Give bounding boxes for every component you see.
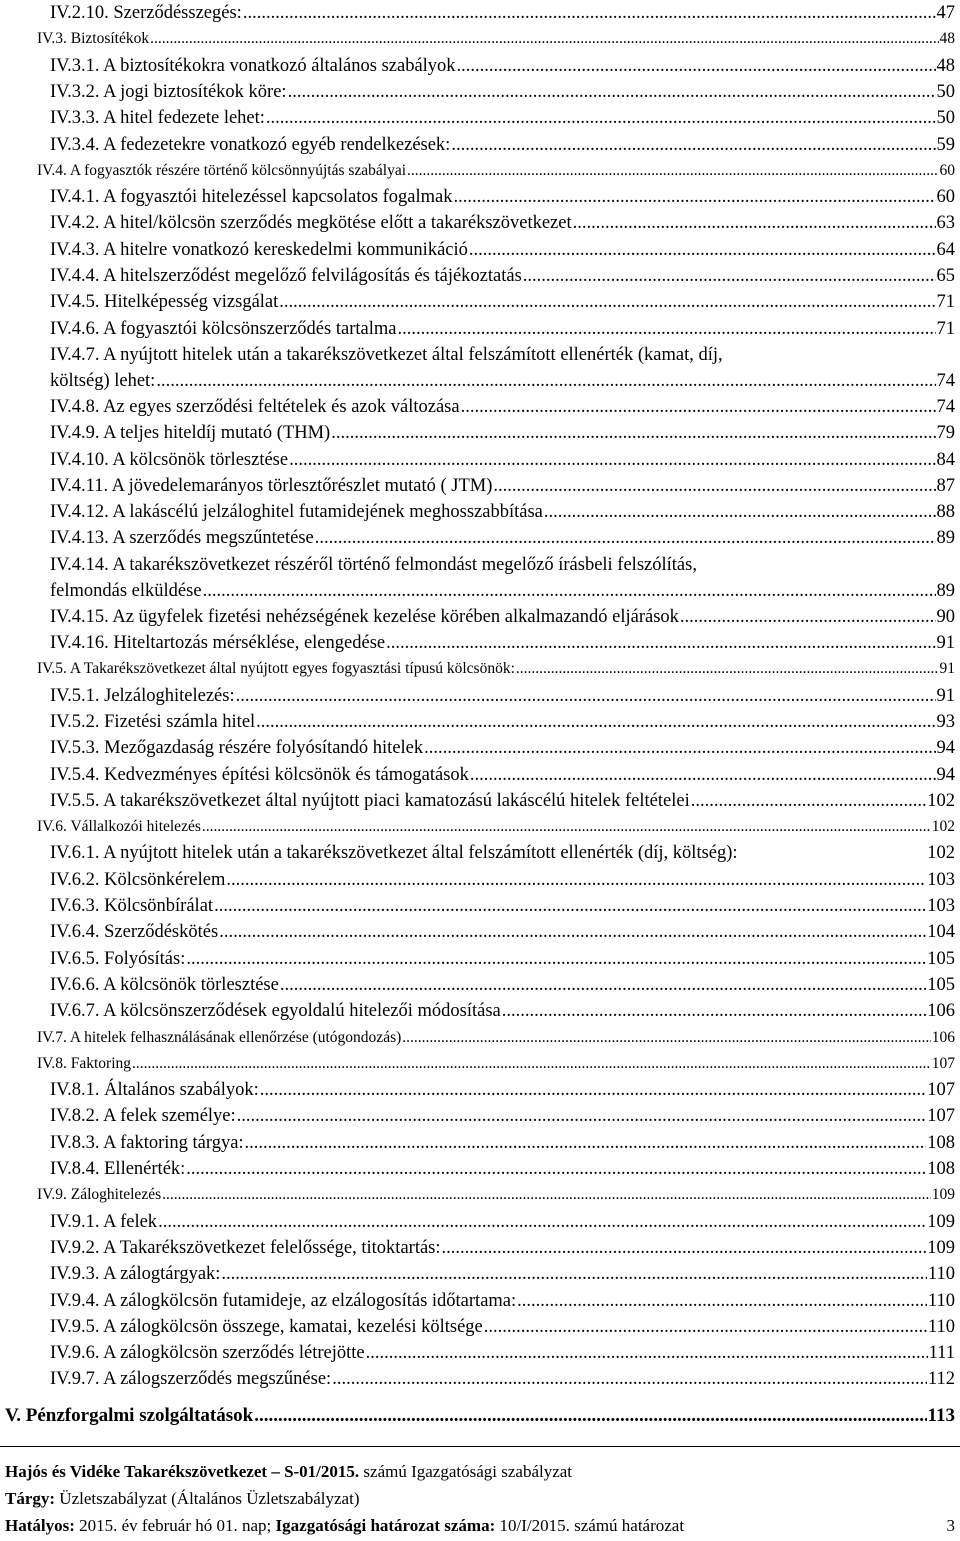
toc-page-number: 108 — [927, 1159, 955, 1179]
toc-page-number: 110 — [927, 1316, 955, 1337]
toc-entry-line — [50, 972, 955, 998]
toc-entry-line — [37, 1182, 955, 1208]
dot-leader — [516, 656, 939, 682]
dot-leader — [150, 26, 938, 52]
dot-leader — [280, 972, 926, 998]
toc-entry[interactable] — [0, 1235, 955, 1261]
toc-entry-line — [50, 79, 955, 105]
toc-entry-line — [50, 420, 955, 446]
toc-entry-title: IV.9. Záloghitelezés — [37, 1186, 162, 1204]
toc-entry[interactable] — [0, 946, 955, 972]
toc-entry[interactable] — [0, 656, 955, 682]
toc-entry-line — [50, 184, 955, 210]
toc-entry-line — [37, 814, 955, 840]
toc-page-number: 79 — [936, 423, 955, 444]
toc-page-number: 107 — [927, 1106, 955, 1127]
footer-subject-label: Tárgy: — [5, 1489, 56, 1508]
dot-leader — [461, 394, 936, 420]
toc-entry-line — [50, 735, 955, 761]
toc-entry[interactable] — [0, 263, 955, 289]
toc-entry[interactable] — [0, 525, 955, 551]
toc-entry-line — [50, 342, 955, 368]
toc-entry-line — [50, 1288, 955, 1314]
dot-leader — [289, 447, 935, 473]
toc-entry-line — [50, 1261, 955, 1287]
dot-leader — [132, 1051, 931, 1077]
toc-page-number: 89 — [936, 580, 955, 601]
toc-page-number: 60 — [939, 161, 955, 179]
dot-leader — [186, 946, 926, 972]
toc-page-number: 109 — [931, 1186, 955, 1204]
toc-entry-title: IV.7. A hitelek felhasználásának ellenőrzése (utógondozás) — [37, 1028, 402, 1046]
toc-entry-line — [50, 1077, 955, 1103]
toc-entry-title: IV.4. A fogyasztók részére történő kölcsönnyújtás szabályai — [37, 161, 407, 179]
toc-entry[interactable] — [0, 1288, 955, 1314]
dot-leader — [256, 709, 935, 735]
toc-page-number: 74 — [936, 396, 955, 417]
toc-page-number: 94 — [936, 764, 955, 785]
toc-entry-line — [50, 0, 955, 26]
toc-entry[interactable] — [0, 998, 955, 1024]
toc-entry-line — [50, 788, 955, 814]
toc-entry[interactable] — [0, 499, 955, 525]
footer-decision-label: Igazgatósági határozat száma: — [275, 1516, 496, 1535]
toc-entry[interactable] — [0, 105, 955, 131]
toc-entry-title: IV.3.3. A hitel fedezete lehet: — [50, 108, 265, 129]
dot-leader — [245, 1130, 927, 1156]
toc-page-number: 102 — [927, 790, 955, 811]
dot-leader — [226, 867, 926, 893]
toc-page-number: 91 — [939, 660, 955, 678]
dot-leader — [470, 762, 936, 788]
toc-entry-title: IV.3.4. A fedezetekre vonatkozó egyéb rendelkezések: — [50, 134, 451, 155]
toc-entry-title: IV.6.5. Folyósítás: — [50, 948, 186, 969]
footer-line-2 — [5, 1485, 955, 1512]
toc-entry[interactable] — [0, 630, 955, 656]
toc-page-number: 94 — [936, 738, 955, 759]
toc-entry-line — [50, 1209, 955, 1235]
toc-entry[interactable] — [0, 1209, 955, 1235]
toc-entry-line — [50, 237, 955, 263]
toc-entry[interactable] — [0, 762, 955, 788]
toc-entry-title: IV.4.15. Az ügyfelek fizetési nehézségének kezelése körében alkalmazandó eljárások — [50, 606, 679, 627]
toc-entry[interactable] — [0, 210, 955, 236]
footer-effective-label: Hatályos: — [5, 1516, 75, 1535]
toc-entry-title-continued: felmondás elküldése — [50, 580, 202, 601]
page-number: 3 — [946, 1516, 955, 1535]
toc-entry[interactable] — [0, 1025, 955, 1051]
toc-entry-line — [50, 210, 955, 236]
dot-leader — [453, 184, 935, 210]
toc-entry-line — [50, 1366, 955, 1392]
toc-page-number: 106 — [927, 1001, 955, 1022]
toc-page-number: 59 — [936, 134, 955, 155]
toc-entry[interactable] — [0, 473, 955, 499]
toc-entry-title: IV.4.11. A jövedelemarányos törlesztőrészlet mutató ( JTM) — [50, 475, 493, 496]
toc-page-number: 50 — [936, 108, 955, 129]
toc-page-number: 105 — [927, 948, 955, 969]
dot-leader — [236, 683, 936, 709]
toc-entry-title: IV.9.5. A zálogkölcsön összege, kamatai, kezelési költsége — [50, 1316, 483, 1337]
toc-entry-line — [50, 368, 955, 394]
toc-entry[interactable] — [0, 919, 955, 945]
toc-entry[interactable] — [0, 1261, 955, 1287]
toc-page-number: 107 — [927, 1080, 955, 1101]
toc-entry[interactable] — [0, 788, 955, 814]
toc-entry[interactable] — [0, 1077, 955, 1103]
toc-page-number: 105 — [927, 974, 955, 995]
toc-entry-title: IV.4.1. A fogyasztói hitelezéssel kapcsolatos fogalmak — [50, 187, 453, 208]
toc-entry[interactable] — [0, 893, 955, 919]
footer-decision-number: 10/I/2015. számú határozat — [495, 1516, 685, 1535]
toc-page-number: 109 — [927, 1211, 955, 1232]
toc-entry-title: IV.9.4. A zálogkölcsön futamideje, az elzálogosítás időtartama: — [50, 1290, 517, 1311]
toc-entry-title: IV.9.3. A zálogtárgyak: — [50, 1264, 221, 1285]
toc-page-number: 84 — [936, 449, 955, 470]
page-footer — [5, 1458, 955, 1539]
toc-entry-title: IV.6.7. A kölcsönszerződések egyoldalú hitelezői módosítása — [50, 1001, 501, 1022]
toc-entry-line — [37, 1051, 955, 1077]
toc-entry-title: IV.4.2. A hitel/kölcsön szerződés megkötése előtt a takarékszövetkezet — [50, 213, 572, 234]
toc-entry-line — [50, 447, 955, 473]
footer-regulation: számú Igazgatósági szabályzat — [359, 1462, 573, 1481]
toc-entry-title: IV.5.1. Jelzáloghitelezés: — [50, 685, 235, 706]
toc-entry-title: IV.8.3. A faktoring tárgya: — [50, 1132, 244, 1153]
toc-entry-line — [50, 1340, 955, 1366]
toc-entry-line — [50, 316, 955, 342]
toc-page-number: 113 — [927, 1404, 955, 1426]
dot-leader — [424, 735, 935, 761]
dot-leader — [402, 1025, 930, 1051]
toc-entry[interactable] — [0, 26, 955, 52]
toc-entry-title: IV.4.6. A fogyasztói kölcsönszerződés tartalma — [50, 318, 397, 339]
toc-entry-line — [50, 525, 955, 551]
toc-page-number: 110 — [927, 1290, 955, 1311]
toc-entry-title: IV.4.14. A takarékszövetkezet részéről történő felmondást megelőző írásbeli felszólítás, — [50, 554, 697, 575]
toc-entry[interactable] — [0, 1340, 955, 1366]
dot-leader — [260, 1077, 926, 1103]
toc-entry-line — [50, 132, 955, 158]
toc-entry-line — [5, 1403, 955, 1429]
toc-entry-title: IV.4.12. A lakáscélú jelzáloghitel futamidejének meghosszabbítása — [50, 502, 543, 523]
dot-leader — [162, 1182, 931, 1208]
toc-page-number: 64 — [936, 239, 955, 260]
dot-leader — [386, 630, 935, 656]
toc-entry-line — [50, 604, 955, 630]
toc-entry-title: IV.4.3. A hitelre vonatkozó kereskedelmi kommunikáció — [50, 239, 468, 260]
footer-effective-date: 2015. év február hó 01. nap; — [74, 1516, 276, 1535]
toc-page-number: 103 — [927, 896, 955, 916]
toc-entry-line — [50, 1103, 955, 1129]
dot-leader — [502, 998, 926, 1024]
toc-page-number: 108 — [927, 1132, 955, 1153]
toc-entry-title: IV.4.7. A nyújtott hitelek után a takarékszövetkezet által felszámított ellenérték (kamat, díj, — [50, 344, 723, 365]
toc-entry-title: V. Pénzforgalmi szolgáltatások — [5, 1404, 254, 1426]
dot-leader — [397, 316, 935, 342]
dot-leader — [484, 1314, 927, 1340]
toc-entry-line — [50, 473, 955, 499]
toc-entry[interactable] — [0, 420, 955, 446]
toc-entry[interactable] — [0, 552, 955, 604]
dot-leader — [469, 237, 936, 263]
toc-entry-title-continued: költség) lehet: — [50, 370, 156, 391]
toc-entry-line — [50, 499, 955, 525]
toc-entry-title: IV.6.3. Kölcsönbírálat — [50, 896, 214, 916]
toc-entry-title: IV.2.10. Szerződésszegés: — [50, 3, 242, 23]
toc-entry[interactable] — [0, 604, 955, 630]
toc-entry-line — [50, 1235, 955, 1261]
toc-entry-title: IV.5.4. Kedvezményes építési kölcsönök és támogatások — [50, 764, 469, 785]
toc-entry[interactable] — [0, 289, 955, 315]
toc-page-number: 71 — [936, 292, 955, 313]
dot-leader — [219, 919, 926, 945]
footer-institution: Hajós és Vidéke Takarékszövetkezet – S-01/2015. — [5, 1462, 360, 1481]
toc-page-number: 88 — [936, 502, 955, 523]
toc-entry[interactable] — [0, 709, 955, 735]
dot-leader — [442, 1235, 927, 1261]
toc-entry-title: IV.4.13. A szerződés megszűntetése — [50, 528, 314, 549]
toc-entry-line — [50, 683, 955, 709]
toc-entry-title: IV.6.2. Kölcsönkérelem — [50, 869, 226, 890]
toc-entry-title: IV.8.2. A felek személye: — [50, 1106, 236, 1127]
toc-page-number: 109 — [927, 1237, 955, 1258]
toc-entry-line — [50, 919, 955, 945]
toc-entry-title: IV.8.4. Ellenérték: — [50, 1159, 186, 1179]
toc-entry[interactable] — [0, 132, 955, 158]
dot-leader — [544, 499, 936, 525]
dot-leader — [254, 1403, 926, 1429]
dot-leader — [691, 788, 927, 814]
footer-subject: Üzletszabályzat (Általános Üzletszabályzat) — [55, 1489, 360, 1508]
toc-page-number: 50 — [936, 81, 955, 102]
toc-entry[interactable] — [0, 840, 955, 866]
toc-entry[interactable] — [0, 158, 955, 184]
toc-page-number: 71 — [936, 318, 955, 339]
toc-page-number: 89 — [936, 528, 955, 549]
toc-entry-title: IV.9.2. A Takarékszövetkezet felelőssége, titoktartás: — [50, 1237, 441, 1258]
toc-entry-title: IV.5.3. Mezőgazdaság részére folyósítandó hitelek — [50, 738, 424, 759]
toc-entry-title: IV.6.6. A kölcsönök törlesztése — [50, 974, 279, 995]
dot-leader — [331, 420, 935, 446]
toc-entry-line — [50, 1314, 955, 1340]
footer-line-1 — [5, 1458, 955, 1485]
dot-leader — [366, 1340, 928, 1366]
toc-entry-title: IV.9.1. A felek — [50, 1211, 158, 1232]
dot-leader — [315, 525, 936, 551]
toc-entry[interactable] — [0, 1130, 955, 1156]
dot-leader — [158, 1209, 926, 1235]
toc-entry-title: IV.5. A Takarékszövetkezet által nyújtott egyes fogyasztási típusú kölcsönök: — [37, 660, 515, 678]
toc-entry-title: IV.4.9. A teljes hiteldíj mutató (THM) — [50, 423, 331, 444]
toc-entry-line — [50, 630, 955, 656]
dot-leader — [243, 0, 936, 26]
dot-leader — [523, 263, 936, 289]
dot-leader — [266, 105, 936, 131]
toc-entry-title: IV.5.2. Fizetési számla hitel — [50, 711, 256, 732]
toc-entry-title: IV.9.6. A zálogkölcsön szerződés létrejötte — [50, 1343, 365, 1364]
dot-leader — [517, 1288, 927, 1314]
dot-leader — [680, 604, 936, 630]
toc-page-number: 111 — [928, 1343, 955, 1364]
toc-entry-line — [50, 946, 955, 972]
dot-leader — [214, 893, 926, 919]
toc-entry[interactable] — [0, 79, 955, 105]
toc-page-number: 47 — [936, 3, 955, 23]
toc-page-number: 93 — [936, 711, 955, 732]
toc-entry[interactable] — [0, 184, 955, 210]
toc-entry-line — [50, 105, 955, 131]
toc-entry-line — [50, 263, 955, 289]
dot-leader — [573, 210, 936, 236]
toc-entry-title: IV.6. Vállalkozói hitelezés — [37, 818, 201, 836]
toc-page-number: 60 — [936, 187, 955, 208]
toc-page-number: 65 — [936, 266, 955, 286]
toc-entry[interactable] — [0, 394, 955, 420]
toc-entry[interactable] — [0, 53, 955, 79]
toc-entry-line — [37, 26, 955, 52]
toc-entry-line — [50, 1156, 955, 1182]
toc-entry[interactable] — [0, 0, 955, 26]
dot-leader — [451, 132, 935, 158]
toc-page-number: 91 — [936, 685, 955, 706]
toc-entry[interactable] — [0, 683, 955, 709]
toc-entry[interactable] — [0, 972, 955, 998]
toc-entry-line — [50, 709, 955, 735]
toc-entry-title: IV.3.2. A jogi biztosítékok köre: — [50, 81, 287, 102]
toc-page-number: 87 — [936, 475, 955, 496]
toc-entry-line — [50, 394, 955, 420]
dot-leader — [203, 578, 936, 604]
dot-leader — [407, 158, 938, 184]
dot-leader — [186, 1156, 926, 1182]
toc-entry-line — [37, 656, 955, 682]
dot-leader — [279, 289, 935, 315]
dot-leader — [237, 1103, 927, 1129]
toc-page-number: 48 — [939, 30, 955, 48]
toc-entry-title: IV.6.1. A nyújtott hitelek után a takarékszövetkezet által felszámított ellenérték (díj, költség): — [50, 843, 738, 864]
toc-entry[interactable] — [0, 342, 955, 394]
toc-entry-title: IV.8. Faktoring — [37, 1054, 132, 1072]
toc-page-number: 106 — [931, 1028, 955, 1046]
toc-entry[interactable] — [0, 316, 955, 342]
toc-entry-line — [50, 1130, 955, 1156]
toc-entry-line — [37, 1025, 955, 1051]
toc-entry-title: IV.4.8. Az egyes szerződési feltételek és azok változása — [50, 396, 460, 417]
dot-leader — [202, 814, 931, 840]
toc-entry-title: IV.4.16. Hiteltartozás mérséklése, elengedése — [50, 633, 386, 653]
toc-page-number: 48 — [936, 55, 955, 76]
toc-page-number: 102 — [927, 843, 955, 864]
dot-leader — [493, 473, 935, 499]
toc-entry[interactable] — [0, 1366, 955, 1392]
toc-entry-line — [37, 158, 955, 184]
toc-entry-line — [50, 53, 955, 79]
toc-entry-title: IV.9.7. A zálogszerződés megszűnése: — [50, 1369, 332, 1390]
dot-leader — [332, 1366, 927, 1392]
toc-entry-title: IV.6.4. Szerződéskötés — [50, 922, 219, 943]
toc-page-number: 63 — [936, 213, 955, 234]
toc-entry[interactable] — [0, 1182, 955, 1208]
toc-entry-line — [50, 289, 955, 315]
toc-entry-title: IV.4.5. Hitelképesség vizsgálat — [50, 292, 279, 313]
dot-leader — [457, 53, 936, 79]
footer-divider — [0, 1446, 960, 1447]
toc-entry-line — [50, 893, 955, 919]
toc-entry-title: IV.3.1. A biztosítékokra vonatkozó általános szabályok — [50, 55, 456, 76]
toc-entry-title: IV.5.5. A takarékszövetkezet által nyújtott piaci kamatozású lakáscélú hitelek feltételei — [50, 790, 690, 811]
toc-page-number: 107 — [931, 1054, 955, 1072]
toc-entry[interactable] — [0, 1051, 955, 1077]
toc-entry-line — [50, 998, 955, 1024]
toc-page-number: 91 — [936, 633, 955, 653]
toc-entry[interactable] — [0, 1403, 955, 1429]
toc-entry[interactable] — [0, 735, 955, 761]
toc-entry-line — [50, 840, 955, 866]
toc-entry[interactable] — [0, 1314, 955, 1340]
toc-page-number: 103 — [927, 869, 955, 890]
toc-page-number: 102 — [931, 818, 955, 836]
toc-page-number: 112 — [927, 1369, 955, 1390]
toc-page-number: 74 — [936, 370, 955, 391]
toc-entry-title: IV.8.1. Általános szabályok: — [50, 1080, 259, 1101]
toc-entry-line — [50, 552, 955, 578]
toc-entry[interactable] — [0, 1103, 955, 1129]
toc-page-number: 110 — [927, 1264, 955, 1285]
toc-entry-line — [50, 867, 955, 893]
dot-leader — [156, 368, 935, 394]
toc-page-number: 90 — [936, 606, 955, 627]
toc-entry-title: IV.4.4. A hitelszerződést megelőző felvilágosítás és tájékoztatás — [50, 266, 522, 286]
dot-leader — [288, 79, 936, 105]
toc-entry-line — [50, 578, 955, 604]
toc-entry[interactable] — [0, 867, 955, 893]
toc-entry-line — [50, 762, 955, 788]
toc-entry-title: IV.4.10. A kölcsönök törlesztése — [50, 449, 289, 470]
toc-entry[interactable] — [0, 814, 955, 840]
toc-entry-title: IV.3. Biztosítékok — [37, 30, 150, 48]
dot-leader — [221, 1261, 927, 1287]
toc-entry[interactable] — [0, 447, 955, 473]
footer-line-3 — [5, 1512, 955, 1539]
toc-entry[interactable] — [0, 237, 955, 263]
toc-page-number: 104 — [927, 922, 955, 943]
toc-entry[interactable] — [0, 1156, 955, 1182]
